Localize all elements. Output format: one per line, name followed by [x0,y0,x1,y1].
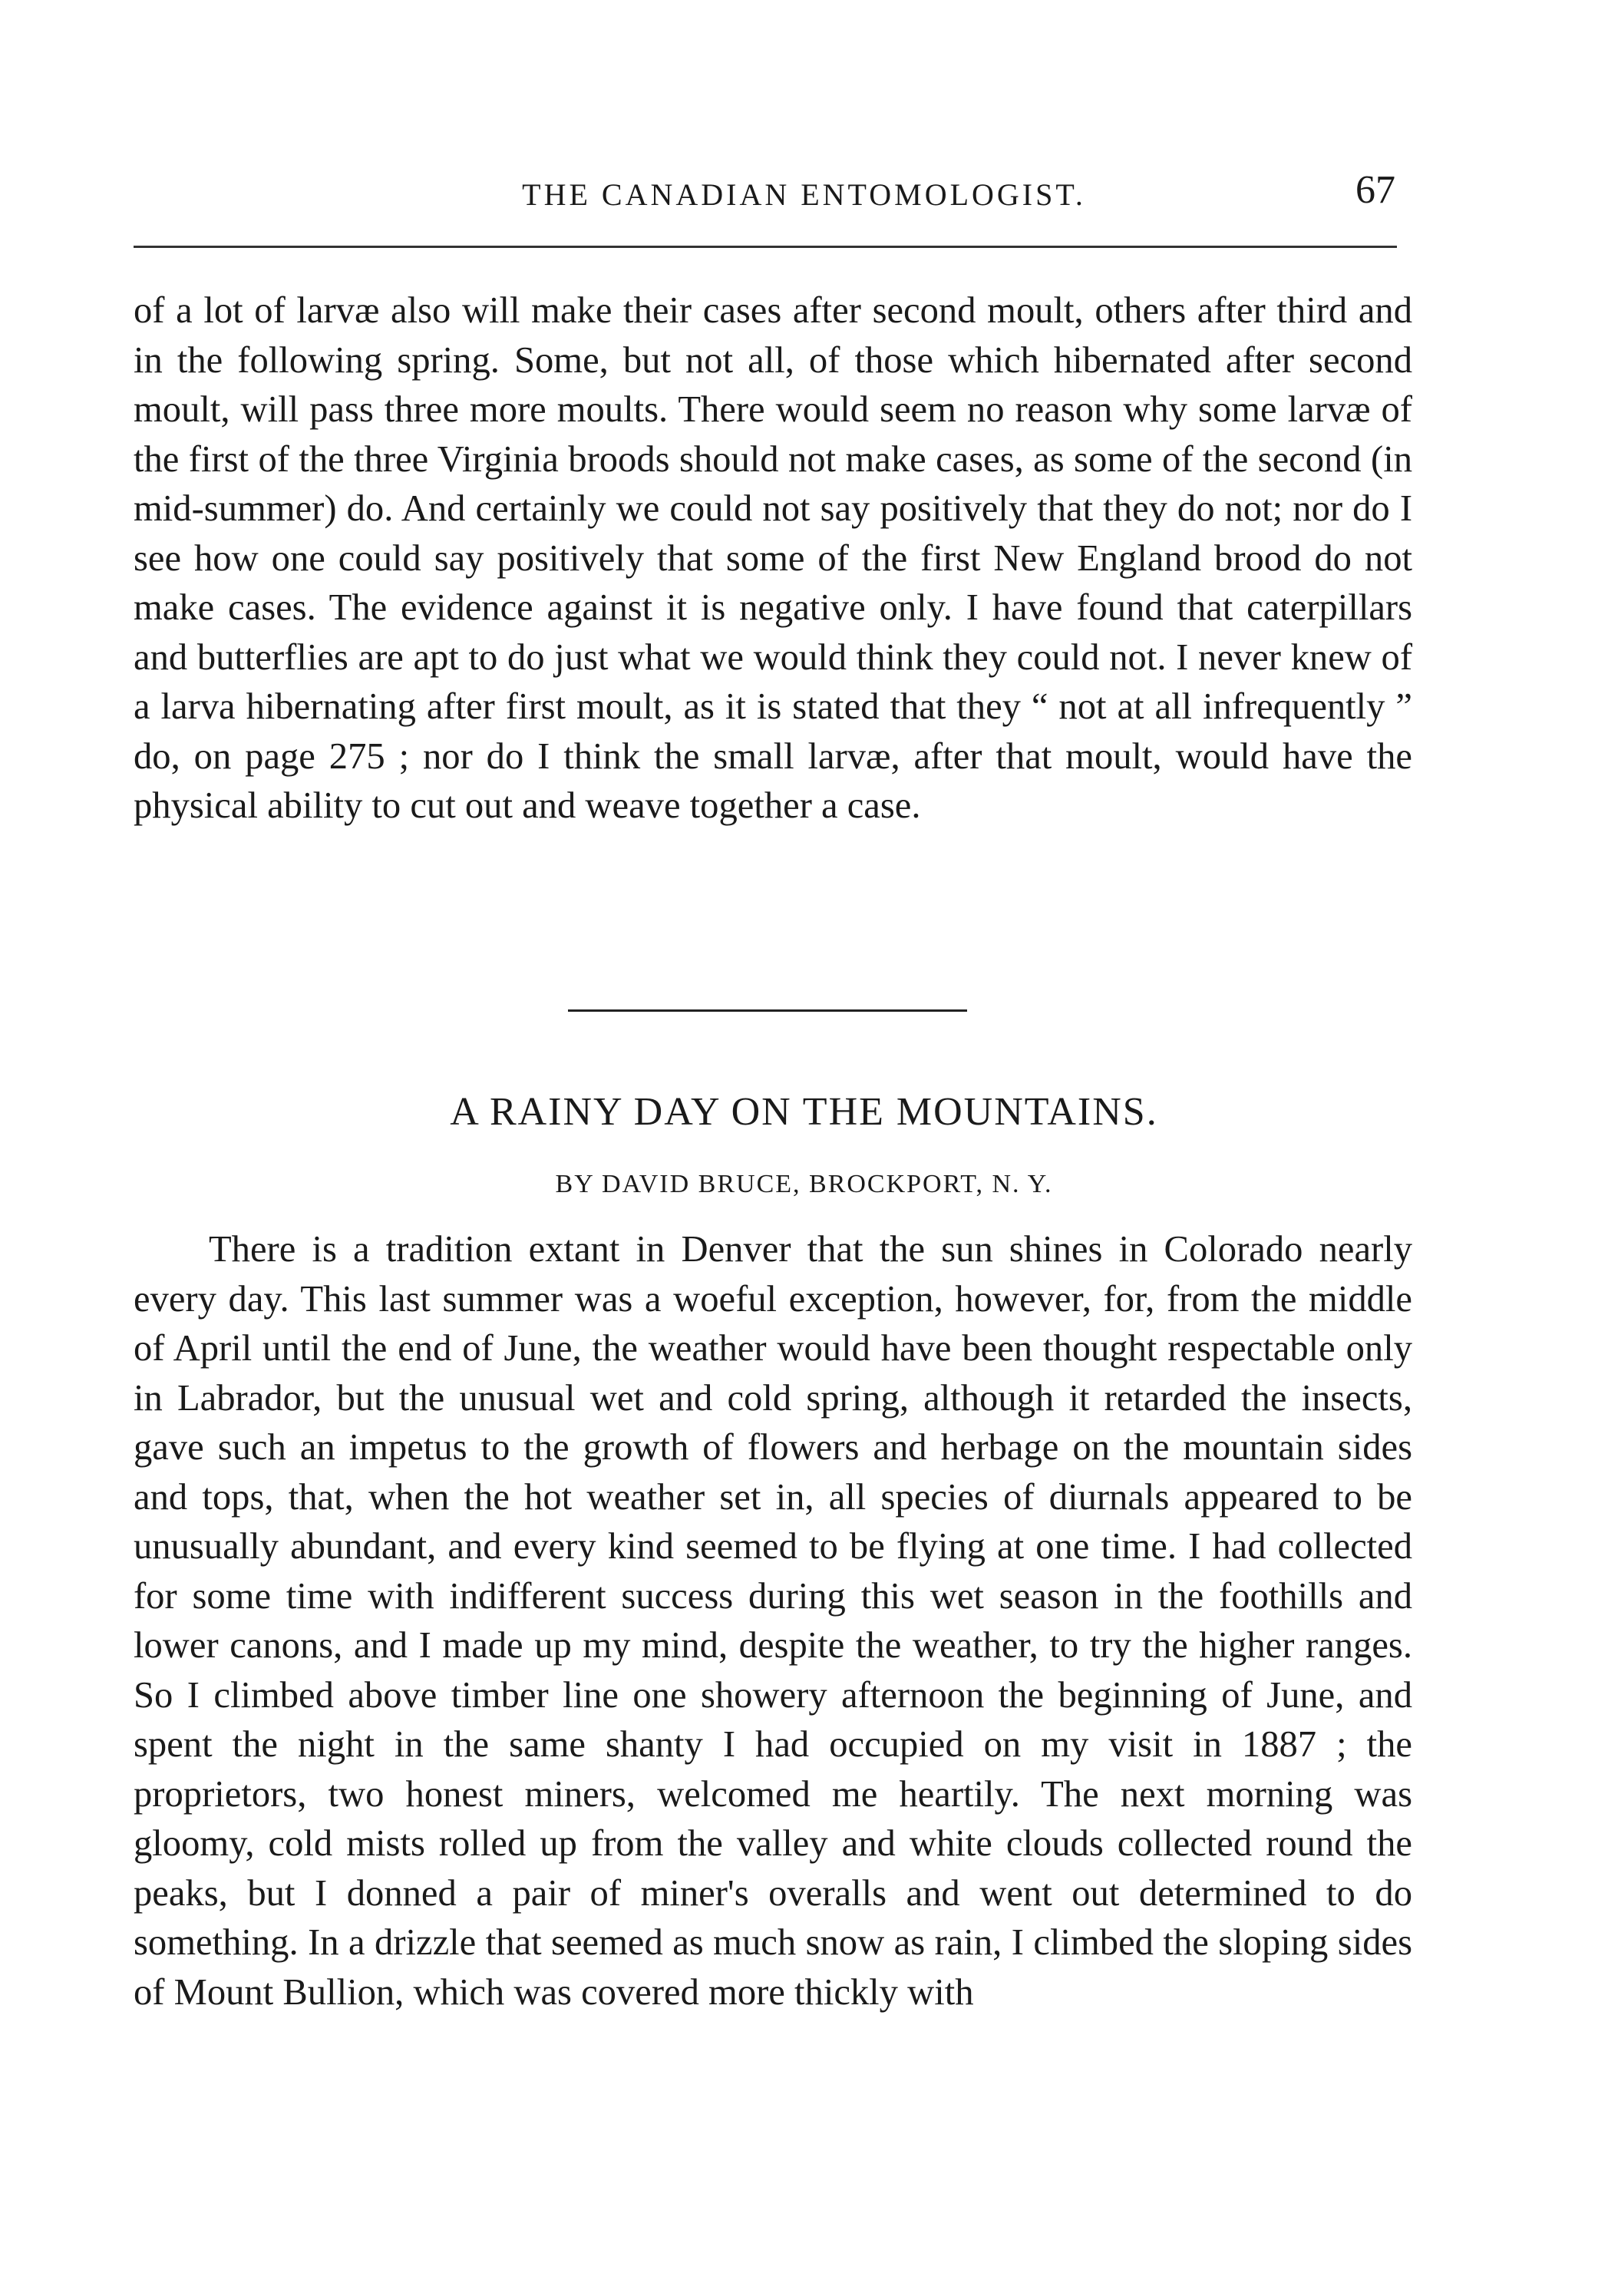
header-rule [134,246,1397,248]
article-body-paragraph: There is a tradition extant in Denver that the sun shines in Colorado nearly every day. This last summer was a woeful exception, however, for, from the middle of April until the end of June, the weather would have been thought respectable only in Labrador, but the unusual wet and cold spring, although it retarded the insects, gave such an impetus to the growth of flowers and herbage on the mountain sides and tops, that, when the hot weather set in, all species of diurnals appeared to be unusually abundant, and every kind seemed to be flying at one time. I had collected for some time with indifferent success during this wet season in the foothills and lower canons, and I made up my mind, despite the weather, to try the higher ranges. So I climbed above timber line one showery afternoon the beginning of June, and spent the night in the same shanty I had occupied on my visit in 1887 ; the proprietors, two honest miners, welcomed me heartily. The next morning was gloomy, cold mists rolled up from the valley and white clouds collected round the peaks, but I donned a pair of miner's overalls and went out determined to do something. In a drizzle that seemed as much snow as rain, I climbed the sloping sides of Mount Bullion, which was covered more thickly with [134,1228,1412,2013]
running-head [0,168,1608,218]
section-divider [568,1009,967,1012]
continued-paragraph: of a lot of larvæ also will make their cases after second moult, others after third and in the following spring. Some, but not all, of those which hibernated after second moult, will pass three more moults. There would seem no reason why some larvæ of the first of the three Virginia broods should not make cases, as some of the second (in mid-summer) do. And certainly we could not say positively that they do not; nor do I see how one could say positively that some of the first New England brood do not make cases. The evidence against it is negative only. I have found that caterpillars and butterflies are apt to do just what we would think they could not. I never knew of a larva hibernating after first moult, as it is stated that they “ not at all infrequently ” do, on page 275 ; nor do I think the small larvæ, after that moult, would have the physical ability to cut out and weave together a case. [134,289,1412,826]
article-title: A RAINY DAY ON THE MOUNTAINS. [450,1090,1158,1134]
article-byline: BY DAVID BRUCE, BROCKPORT, N. Y. [555,1170,1053,1198]
page-number: 67 [1355,168,1395,212]
running-title: THE CANADIAN ENTOMOLOGIST. [522,177,1086,212]
